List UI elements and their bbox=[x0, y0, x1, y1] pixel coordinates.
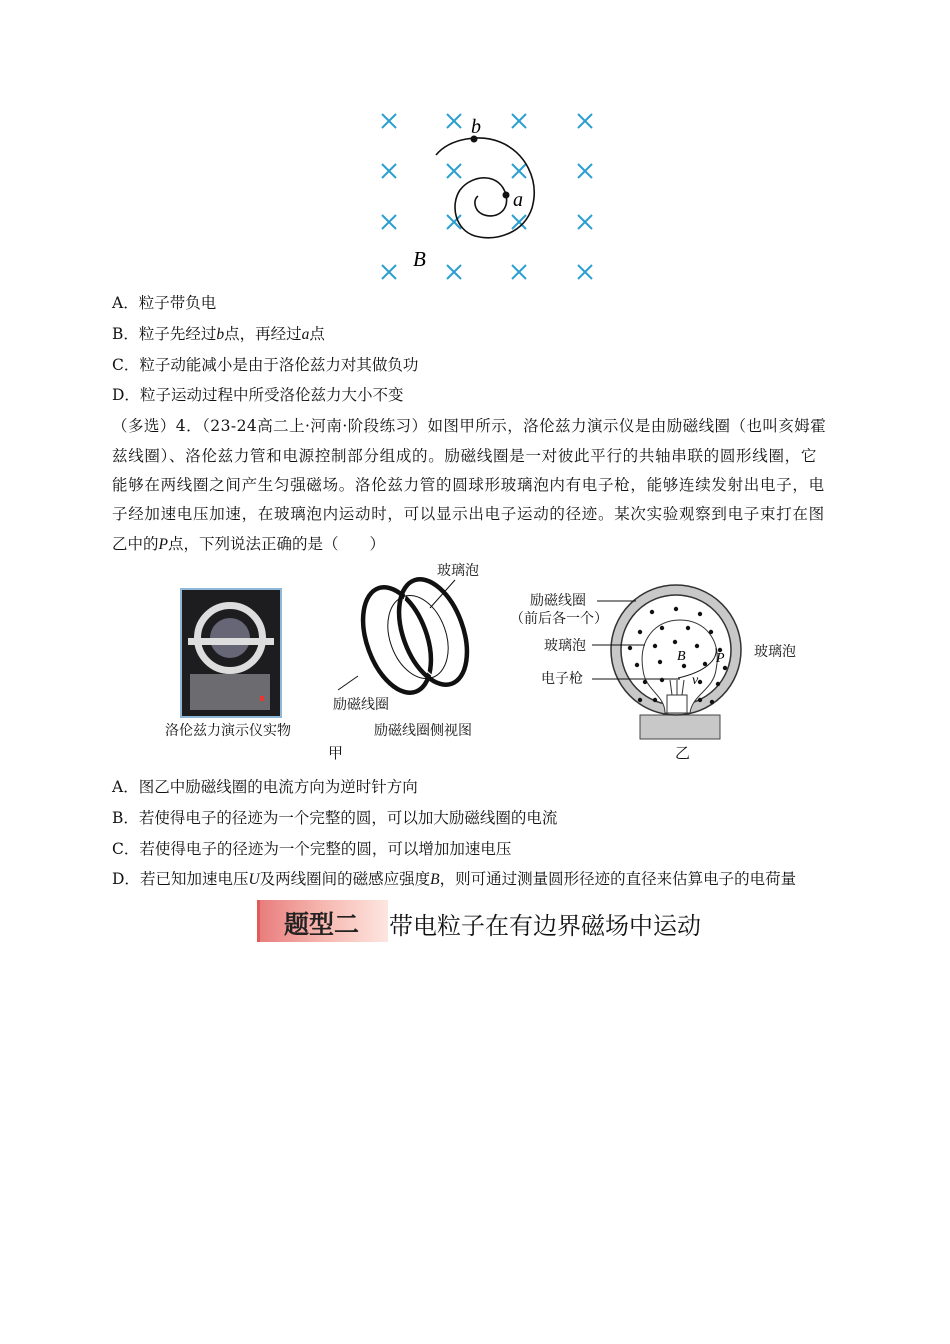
field-dot-icon bbox=[723, 666, 727, 670]
label-b: b bbox=[471, 116, 481, 138]
option-b: B．若使得电子的径迹为一个完整的圆，可以加大励磁线圈的电流 bbox=[112, 809, 558, 827]
field-dot-icon bbox=[653, 644, 657, 648]
coil-label: 励磁线圈 bbox=[333, 697, 389, 713]
field-dot-icon bbox=[650, 610, 654, 614]
field-dot-icon bbox=[660, 678, 664, 682]
section-title: 带电粒子在有边界磁场中运动 bbox=[389, 912, 701, 940]
figure-yi-label: 乙 bbox=[675, 744, 691, 762]
section-tag: 题型二 bbox=[257, 900, 388, 942]
yi-coil-label: 励磁线圈 bbox=[530, 593, 586, 609]
option-d: D．粒子运动过程中所受洛伦兹力大小不变 bbox=[112, 386, 404, 404]
field-dot-icon bbox=[716, 682, 720, 686]
field-dot-icon bbox=[686, 626, 690, 630]
question-line: 能够在两线圈之间产生匀强磁场。洛伦兹力管的圆球形玻璃泡内有电子枪，能够连续发射出电子，电 bbox=[112, 476, 825, 494]
field-dot-icon bbox=[710, 700, 714, 704]
option-a: A．图乙中励磁线圈的电流方向为逆时针方向 bbox=[112, 778, 418, 796]
field-dot-icon bbox=[643, 680, 647, 684]
label-a: a bbox=[513, 189, 523, 211]
yi-bulb-right-label: 玻璃泡 bbox=[754, 644, 796, 660]
option-c: C．粒子动能减小是由于洛伦兹力对其做负功 bbox=[112, 356, 419, 374]
label-yi-B: B bbox=[677, 649, 686, 664]
figure-jia-label: 甲 bbox=[328, 744, 344, 762]
field-dot-icon bbox=[698, 698, 702, 702]
field-dot-icon bbox=[628, 646, 632, 650]
question-line: 兹线圈）、洛伦兹力管和电源控制部分组成的。励磁线圈是一对彼此平行的共轴串联的圆形线圈，它 bbox=[112, 447, 818, 465]
field-dot-icon bbox=[698, 680, 702, 684]
field-dot-icon bbox=[674, 607, 678, 611]
field-dot-icon bbox=[638, 630, 642, 634]
field-dot-icon bbox=[635, 663, 639, 667]
question-line: 乙中的P点，下列说法正确的是（ ） bbox=[112, 535, 385, 553]
field-dot-icon bbox=[653, 698, 657, 702]
yi-coil-note: （前后各一个） bbox=[510, 611, 608, 627]
option-d: D．若已知加速电压U及两线圈间的磁感应强度B，则可通过测量圆形径迹的直径来估算电子的电荷量 bbox=[112, 870, 797, 888]
option-b: B．粒子先经过b点，再经过a点 bbox=[112, 325, 325, 343]
field-dot-icon bbox=[673, 640, 677, 644]
field-dot-icon bbox=[660, 626, 664, 630]
option-c: C．若使得电子的径迹为一个完整的圆，可以增加加速电压 bbox=[112, 840, 512, 858]
label-yi-P: P bbox=[716, 651, 725, 666]
field-dot-icon bbox=[698, 612, 702, 616]
label-yi-v: v bbox=[692, 673, 699, 688]
coil-caption: 励磁线圈侧视图 bbox=[374, 723, 472, 739]
option-a: A．粒子带负电 bbox=[112, 294, 217, 312]
field-dot-icon bbox=[703, 662, 707, 666]
photo-caption: 洛伦兹力演示仪实物 bbox=[165, 723, 291, 739]
coil-bulb-label: 玻璃泡 bbox=[437, 563, 479, 579]
field-dot-icon bbox=[695, 644, 699, 648]
yi-gun-label: 电子枪 bbox=[541, 671, 583, 687]
field-dot-icon bbox=[682, 664, 686, 668]
question-line: 子经加速电压加速，在玻璃泡内运动时，可以显示出电子运动的径迹。某次实验观察到电子束打在图 bbox=[112, 505, 825, 523]
field-dot-icon bbox=[658, 660, 662, 664]
yi-bulb-left-label: 玻璃泡 bbox=[544, 638, 586, 654]
field-dot-icon bbox=[638, 698, 642, 702]
field-dot-icon bbox=[709, 630, 713, 634]
question-line: （多选）4．（23-24高二上·河南·阶段练习）如图甲所示，洛伦兹力演示仪是由励磁线圈（也叫亥姆霍 bbox=[112, 417, 827, 435]
label-B: B bbox=[413, 247, 426, 271]
